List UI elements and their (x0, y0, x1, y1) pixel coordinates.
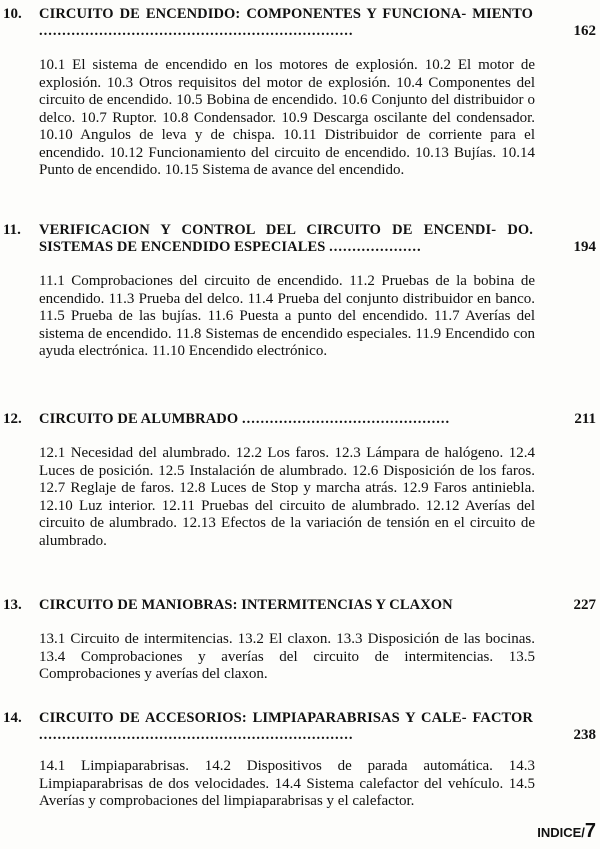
chapter-title-text: CIRCUITO DE ACCESORIOS: LIMPIAPARABRISAS Y CALE- FACTOR (39, 710, 533, 726)
chapter-page: 194 (573, 239, 596, 255)
chapter-title (39, 6, 533, 40)
chapter-title-text: CIRCUITO DE ALUMBRADO (39, 411, 239, 427)
chapter-description: 13.1 Circuito de intermitencias. 13.2 El claxon. 13.3 Disposición de las bocinas. 13.4 Comprobaciones y averías del circuito de intermitencias. 13.5 Comprobaciones y averías del claxon. (39, 631, 535, 682)
chapter-description: 11.1 Comprobaciones del circuito de encendido. 11.2 Pruebas de la bobina de encendido. 11.3 Prueba del delco. 11.4 Prueba del conjunto distribuidor en banco. 11.5 Prueba de las bujías. 11.6 Puesta a punto del encendido. 11.7 Averías del sistema de encendido. 11.8 Sistemas de encendido especiales. 11.9 Encendido con ayuda electrónica. 11.10 Encendido electrónico. (39, 273, 535, 359)
chapter-page: 211 (574, 411, 596, 427)
chapter-number: 14. (3, 710, 22, 726)
page-footer (537, 820, 596, 843)
leader-dots: .................................................................... (39, 23, 354, 39)
chapter-title (39, 597, 533, 614)
chapter-page: 238 (573, 727, 596, 743)
leader-dots: ............................................. (241, 411, 451, 427)
chapter-title-text: CIRCUITO DE ENCENDIDO: COMPONENTES Y FUNCIONA- MIENTO (39, 6, 533, 22)
chapter-page: 227 (573, 597, 596, 613)
chapter-page: 162 (573, 23, 596, 39)
chapter-title (39, 710, 533, 744)
chapter-title (39, 222, 533, 256)
chapter-description: 12.1 Necesidad del alumbrado. 12.2 Los faros. 12.3 Lámpara de halógeno. 12.4 Luces de posición. 12.5 Instalación de alumbrado. 12.6 Disposición de los faros. 12.7 Reglaje de faros. 12.8 Luces de Stop y marcha atrás. 12.9 Faros antiniebla. 12.10 Luz interior. 12.11 Pruebas del circuito de alumbrado. 12.12 Averías del circuito de alumbrado. 12.13 Efectos de la variación de tensión en el circuito de alumbrado. (39, 445, 535, 549)
chapter-number: 10. (3, 6, 22, 22)
footer-label: INDICE/ (537, 825, 585, 840)
chapter-number: 12. (3, 411, 22, 427)
chapter-number: 13. (3, 597, 22, 613)
chapter-description: 14.1 Limpiaparabrisas. 14.2 Dispositivos de parada automática. 14.3 Limpiaparabrisas de dos velocidades. 14.4 Sistema calefactor del vehículo. 14.5 Averías y comprobaciones del limpiaparabrisas y el calefactor. (39, 758, 535, 809)
leader-dots: .................................................................... (39, 727, 354, 743)
footer-page-number: 7 (584, 820, 596, 842)
chapter-number: 11. (3, 222, 21, 238)
leader-dots: .................... (329, 239, 422, 255)
chapter-title-text: VERIFICACION Y CONTROL DEL CIRCUITO DE ENCENDI- DO. SISTEMAS DE ENCENDIDO ESPECIALES (39, 222, 533, 255)
chapter-description: 10.1 El sistema de encendido en los motores de explosión. 10.2 El motor de explosión. 10.3 Otros requisitos del motor de explosión. 10.4 Componentes del circuito de encendido. 10.5 Bobina de encendido. 10.6 Conjunto del distribuidor o delco. 10.7 Ruptor. 10.8 Condensador. 10.9 Descarga oscilante del condensador. 10.10 Angulos de leva y de chispa. 10.11 Distribuidor de corriente para el encendido. 10.12 Funcionamiento del circuito de encendido. 10.13 Bujías. 10.14 Punto de encendido. 10.15 Sistema de avance del encendido. (39, 57, 535, 178)
chapter-title (39, 411, 533, 428)
chapter-title-text: CIRCUITO DE MANIOBRAS: INTERMITENCIAS Y CLAXON (39, 597, 453, 613)
